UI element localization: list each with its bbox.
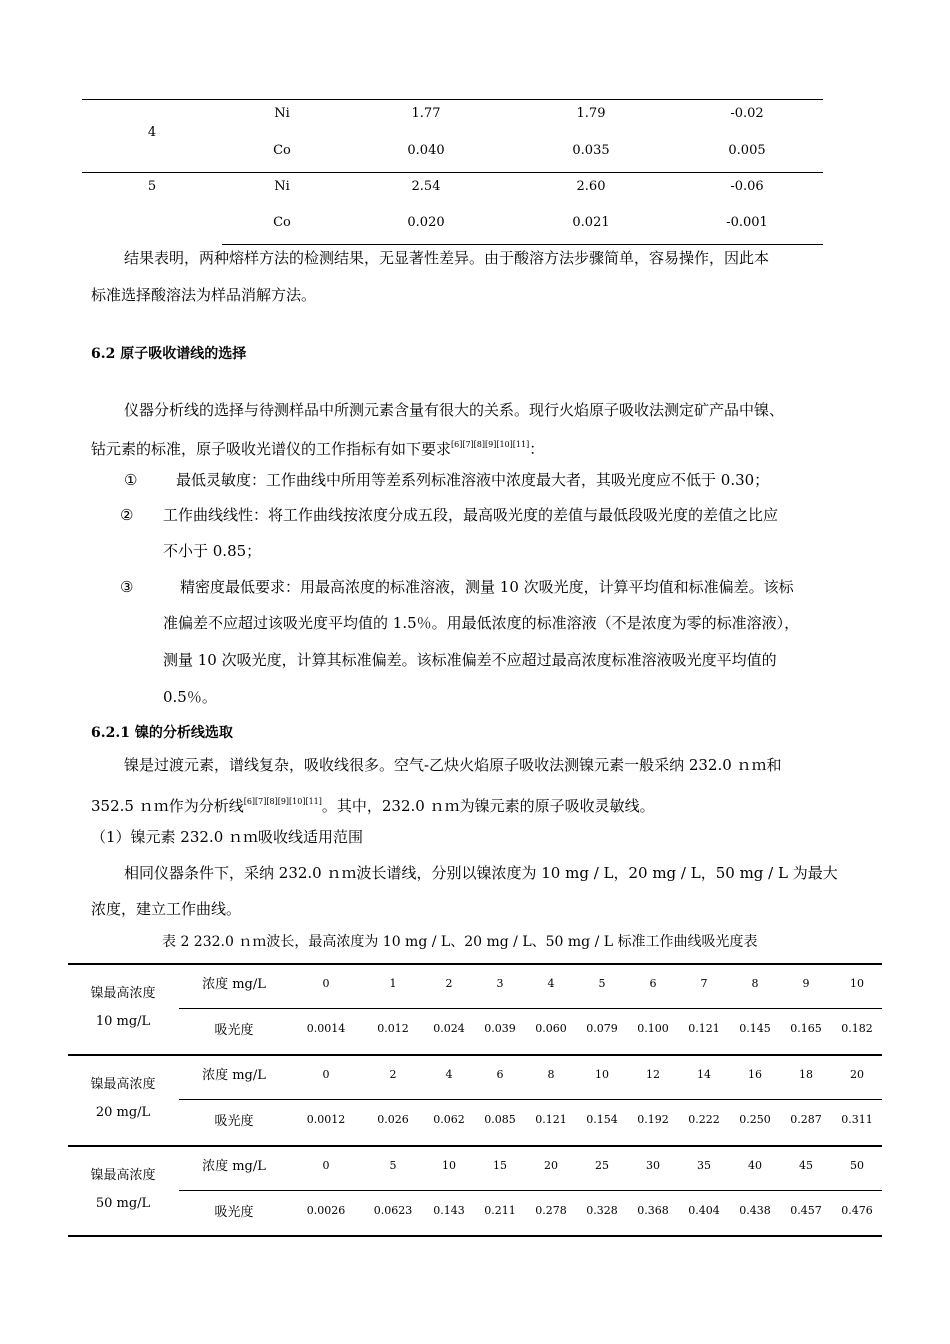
table-2-cell: 10 [442,1159,456,1172]
table-1-cell: 1.79 [576,106,606,121]
table-2-row-label: 吸光度 [214,1205,254,1220]
table-2-cell: 0.457 [790,1204,822,1217]
table-2-cell: 0.085 [484,1113,516,1126]
table-2-bottom-rule [68,1235,882,1237]
table-1-cell: 0.005 [728,143,766,158]
table-2-cell: 6 [649,977,657,990]
paragraph-text: 钴元素的标准，原子吸收光谱仪的工作指标有如下要求[6][7][8][9][10][11]： [91,440,545,458]
table-1-cell: -0.02 [730,106,764,121]
list-item-text: 准偏差不应超过该吸光度平均值的 1.5％。用最低浓度的标准溶液（不是浓度为零的标准溶液）， [163,614,800,632]
table-1-cell: 2.54 [411,179,441,194]
subsection-label: （1）镍元素 232.0 ｎｍ吸收线适用范围 [91,828,364,846]
table-2-cell: 0.182 [841,1022,873,1035]
table-2-group-label: 镍最高浓度 [90,1077,156,1092]
paragraph-text: 标准选择酸溶法为样品消解方法。 [91,286,317,304]
table-2-row-label: 浓度 mg/L [202,977,266,992]
table-2-cell: 3 [496,977,504,990]
table-2-cell: 0.328 [586,1204,618,1217]
citation-refs: [6][7][8][9][10][11] [451,440,530,449]
table-2-cell: 4 [445,1068,453,1081]
table-2-cell: 0.079 [586,1022,618,1035]
table-2-group-label: 20 mg/L [95,1105,151,1120]
list-item-text: 精密度最低要求：用最高浓度的标准溶液，测量 10 次吸光度，计算平均值和标准偏差。该标 [180,578,794,596]
table-2-cell: 0.121 [688,1022,720,1035]
table-2-cell: 25 [595,1159,609,1172]
table-2-cell: 0.062 [433,1113,465,1126]
table-2-cell: 0.222 [688,1113,720,1126]
paragraph-text: 相同仪器条件下，采纳 232.0 ｎｍ波长谱线，分别以镍浓度为 10 mg / L，20 mg / L，50 mg / L 为最大 [124,864,838,882]
table-2-cell: 0.143 [433,1204,465,1217]
table-1-sample-5: 5 [147,179,157,194]
list-item-text: 工作曲线线性：将工作曲线按浓度分成五段，最高吸光度的差值与最低段吸光度的差值之比应 [163,506,779,524]
table-2-cell: 5 [598,977,606,990]
paragraph-text: 352.5 ｎｍ作为分析线[6][7][8][9][10][11]。其中，232.0 ｎｍ为镍元素的原子吸收灵敏线。 [91,797,655,815]
table-2-row-label: 浓度 mg/L [202,1159,266,1174]
table-2-cell: 0.192 [637,1113,669,1126]
table-2-cell: 40 [748,1159,762,1172]
table-1-mid-rule [82,172,823,173]
paragraph-text: 仪器分析线的选择与待测样品中所测元素含量有很大的关系。现行火焰原子吸收法测定矿产品中镍、 [124,401,785,419]
table-2-cell: 0.211 [484,1204,516,1217]
table-2-cell: 0.0014 [306,1022,346,1035]
table-2-row-label: 浓度 mg/L [202,1068,266,1083]
table-2-cell: 0.154 [586,1113,618,1126]
table-2-cell: 0.0012 [306,1113,346,1126]
list-item-number: ② [120,506,134,524]
section-heading-6-2-1: 6.2.1 镍的分析线选取 [91,725,233,741]
table-2-cell: 0.039 [484,1022,516,1035]
table-2-cell: 8 [751,977,759,990]
table-2-inner-rule [179,1190,882,1191]
list-item-text: 0.5％。 [163,688,217,706]
table-2-cell: 6 [496,1068,504,1081]
table-2-cell: 30 [646,1159,660,1172]
table-2-cell: 0.026 [377,1113,409,1126]
table-2-cell: 0.0623 [373,1204,413,1217]
table-2-cell: 0.287 [790,1113,822,1126]
table-2-cell: 2 [445,977,453,990]
table-1-top-rule [82,99,823,100]
section-heading-6-2: 6.2 原子吸收谱线的选择 [91,346,247,362]
table-2-group-rule [68,963,882,965]
table-1-element: Co [273,143,291,158]
table-1-cell: -0.06 [730,179,764,194]
list-item-number: ③ [120,578,134,596]
table-2-cell: 7 [700,977,708,990]
table-2-group-label: 镍最高浓度 [90,1168,156,1183]
table-2-cell: 15 [493,1159,507,1172]
table-1-cell: 0.020 [407,215,445,230]
table-2-cell: 35 [697,1159,711,1172]
table-2-cell: 5 [389,1159,397,1172]
paragraph-text: 结果表明，两种熔样方法的检测结果，无显著性差异。由于酸溶方法步骤简单，容易操作，因此本 [124,249,770,267]
table-2-cell: 1 [389,977,397,990]
table-1-sample-4: 4 [147,125,157,140]
table-1-element: Ni [274,106,290,121]
table-2-group-label: 镍最高浓度 [90,986,156,1001]
table-2-row-label: 吸光度 [214,1023,254,1038]
table-1-bottom-rule [222,244,823,245]
table-2-caption: 表 2 232.0 ｎｍ波长，最高浓度为 10 mg / L、20 mg / L、50 mg / L 标准工作曲线吸光度表 [162,934,758,950]
citation-refs: [6][7][8][9][10][11] [243,797,322,806]
table-1-cell: 0.021 [572,215,610,230]
table-2-cell: 0 [322,1159,330,1172]
table-2-cell: 0 [322,1068,330,1081]
table-2-cell: 0.012 [377,1022,409,1035]
table-2-cell: 10 [595,1068,609,1081]
table-2-inner-rule [179,1099,882,1100]
table-2-cell: 0.145 [739,1022,771,1035]
table-2-cell: 20 [544,1159,558,1172]
table-1-cell: 1.77 [411,106,441,121]
table-2-cell: 12 [646,1068,660,1081]
table-1-cell: 0.035 [572,143,610,158]
table-2-group-label: 10 mg/L [95,1014,151,1029]
table-2-group-label: 50 mg/L [95,1196,151,1211]
table-2-cell: 0.368 [637,1204,669,1217]
table-2-cell: 2 [389,1068,397,1081]
paragraph-text: 浓度，建立工作曲线。 [91,900,242,918]
table-2-row-label: 吸光度 [214,1114,254,1129]
table-2-cell: 0.404 [688,1204,720,1217]
table-2-cell: 0 [322,977,330,990]
table-2-cell: 0.024 [433,1022,465,1035]
table-1-cell: -0.001 [726,215,768,230]
table-2-cell: 8 [547,1068,555,1081]
table-2-cell: 4 [547,977,555,990]
table-2-cell: 45 [799,1159,813,1172]
table-2-cell: 0.278 [535,1204,567,1217]
list-item-text: 最低灵敏度：工作曲线中所用等差系列标准溶液中浓度最大者，其吸光度应不低于 0.30； [176,471,770,489]
table-2-group-rule [68,1054,882,1056]
table-2-cell: 10 [850,977,864,990]
table-2-cell: 0.250 [739,1113,771,1126]
table-1-cell: 0.040 [407,143,445,158]
list-item-text: 不小于 0.85； [163,542,262,560]
table-2-cell: 0.311 [841,1113,873,1126]
table-2-cell: 0.165 [790,1022,822,1035]
paragraph-text: 镍是过渡元素，谱线复杂，吸收线很多。空气-乙炔火焰原子吸收法测镍元素一般采纳 232.0 ｎｍ和 [124,756,782,774]
table-2-cell: 0.100 [637,1022,669,1035]
table-2-group-rule [68,1145,882,1147]
table-2-cell: 20 [850,1068,864,1081]
list-item-text: 测量 10 次吸光度，计算其标准偏差。该标准偏差不应超过最高浓度标准溶液吸光度平均值的 [163,651,777,669]
table-2-cell: 0.060 [535,1022,567,1035]
table-2-inner-rule [179,1008,882,1009]
table-1-element: Co [273,215,291,230]
table-2-cell: 9 [802,977,810,990]
table-2-cell: 0.0026 [306,1204,346,1217]
table-2-cell: 0.121 [535,1113,567,1126]
list-item-number: ① [124,471,138,489]
table-2-cell: 0.476 [841,1204,873,1217]
table-2-cell: 50 [850,1159,864,1172]
table-2-cell: 14 [697,1068,711,1081]
table-2-cell: 18 [799,1068,813,1081]
table-1-cell: 2.60 [576,179,606,194]
table-2-cell: 16 [748,1068,762,1081]
table-2-cell: 0.438 [739,1204,771,1217]
table-1-element: Ni [274,179,290,194]
